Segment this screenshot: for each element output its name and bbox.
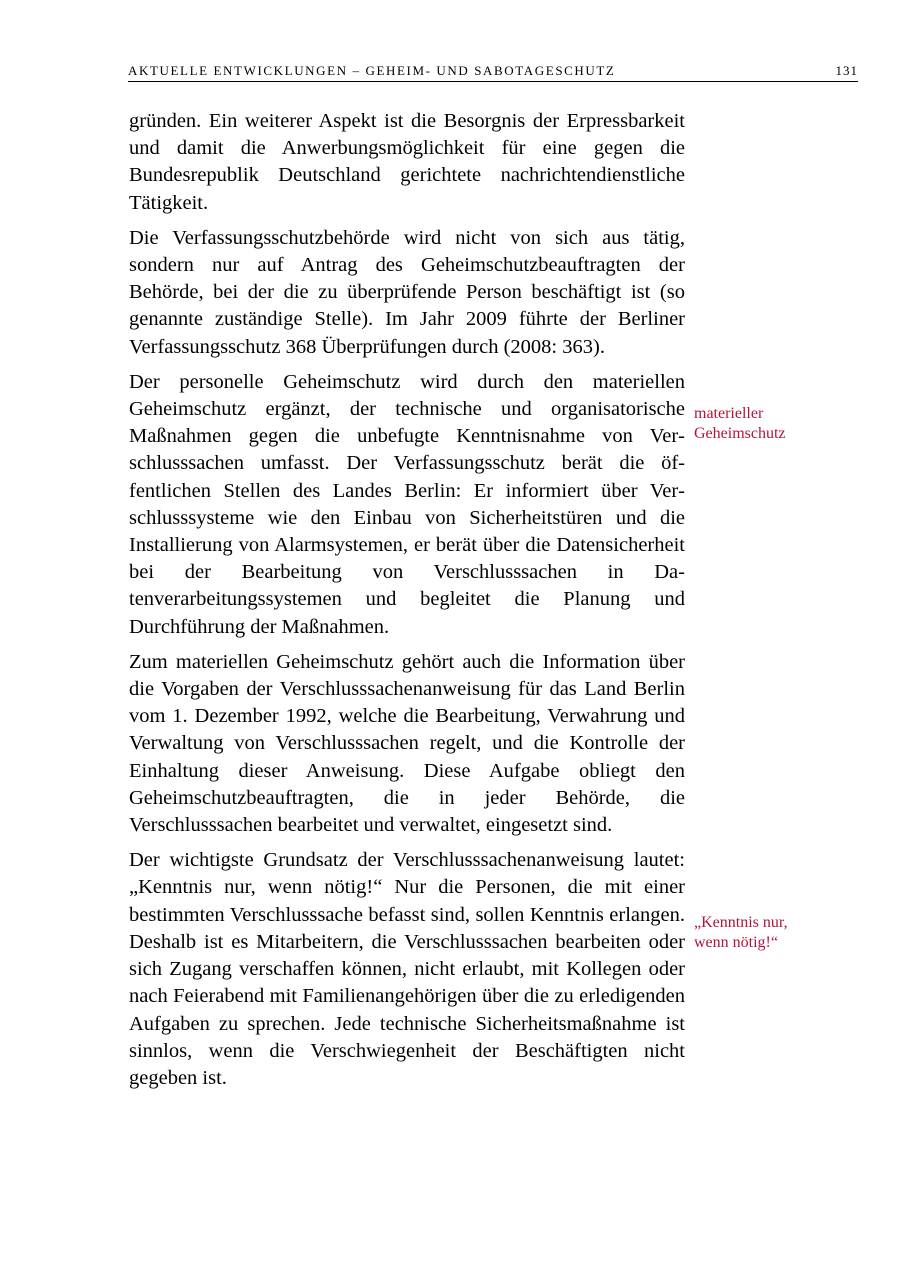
header-title: AKTUELLE ENTWICKLUNGEN – GEHEIM- UND SABOTAGESCHUTZ — [128, 63, 616, 78]
paragraph: Zum materiellen Geheimschutz gehört auch die Information über die Vorgaben der Verschlusssachenanweisung für das Land Berlin vom 1. Dezember 1992, welche die Bearbeitung, Verwahrung und Verwaltung von Verschlusssachen regelt, und die Kontrolle der Einhaltung dieser Anweisung. Diese Aufgabe obliegt den Geheimschutzbeauftragten, die in jeder Behörde, die Verschlusssachen bearbeitet und verwaltet, eingesetzt sind. — [129, 650, 685, 837]
running-header — [128, 63, 858, 82]
margin-note-kenntnis-nur-wenn-noetig: „Kenntnis nur, wenn nötig!“ — [694, 914, 788, 951]
page-number: 131 — [835, 63, 858, 78]
paragraph: Der personelle Geheimschutz wird durch den materiellen Geheimschutz ergänzt, der technische und organisatorische Maßnahmen gegen die unbefugte Kenntnisnahme von Verschlusssachen umfasst. Der Verfassungsschutz berät die öffentlichen Stellen des Landes Berlin: Er informiert über Verschlusssysteme wie den Einbau von Sicherheitstüren und die Installierung von Alarmsystemen, er berät über die Datensicherheit bei der Bearbeitung von Verschlusssachen in Datenverarbeitungssystemen und begleitet die Planung und Durchführung der Maßnahmen. — [129, 370, 685, 638]
margin-note-materieller-geheimschutz: materieller Geheimschutz — [694, 405, 786, 442]
paragraph: Die Verfassungsschutzbehörde wird nicht von sich aus tätig, sondern nur auf Antrag des Geheimschutzbeauftragten der Behörde, bei der die zu überprüfende Person beschäftigt ist (so genannte zuständige Stelle). Im Jahr 2009 führte der Berliner Verfassungsschutz 368 Überprüfungen durch (2008: 363). — [129, 226, 685, 358]
paragraph: Der wichtigste Grundsatz der Verschlusssachenanweisung lautet: „Kenntnis nur, wenn nötig!“ Nur die Personen, die mit einer bestimmten Verschlusssache befasst sind, sollen Kenntnis erlangen. Deshalb ist es Mitarbeitern, die Verschlusssachen bearbeiten oder sich Zugang verschaffen können, nicht erlaubt, mit Kollegen oder nach Feierabend mit Familienangehörigen über die zu erledigenden Aufgaben zu sprechen. Jede technische Sicherheitsmaßnahme ist sinnlos, wenn die Verschwiegenheit der Beschäftigten nicht gegeben ist. — [129, 849, 685, 1089]
body-text — [129, 108, 685, 1100]
paragraph: gründen. Ein weiterer Aspekt ist die Besorgnis der Erpressbarkeit und damit die Anwerbungsmöglichkeit für eine gegen die Bundesrepublik Deutschland gerichtete nachrichtendienstliche Tätigkeit. — [129, 110, 685, 214]
